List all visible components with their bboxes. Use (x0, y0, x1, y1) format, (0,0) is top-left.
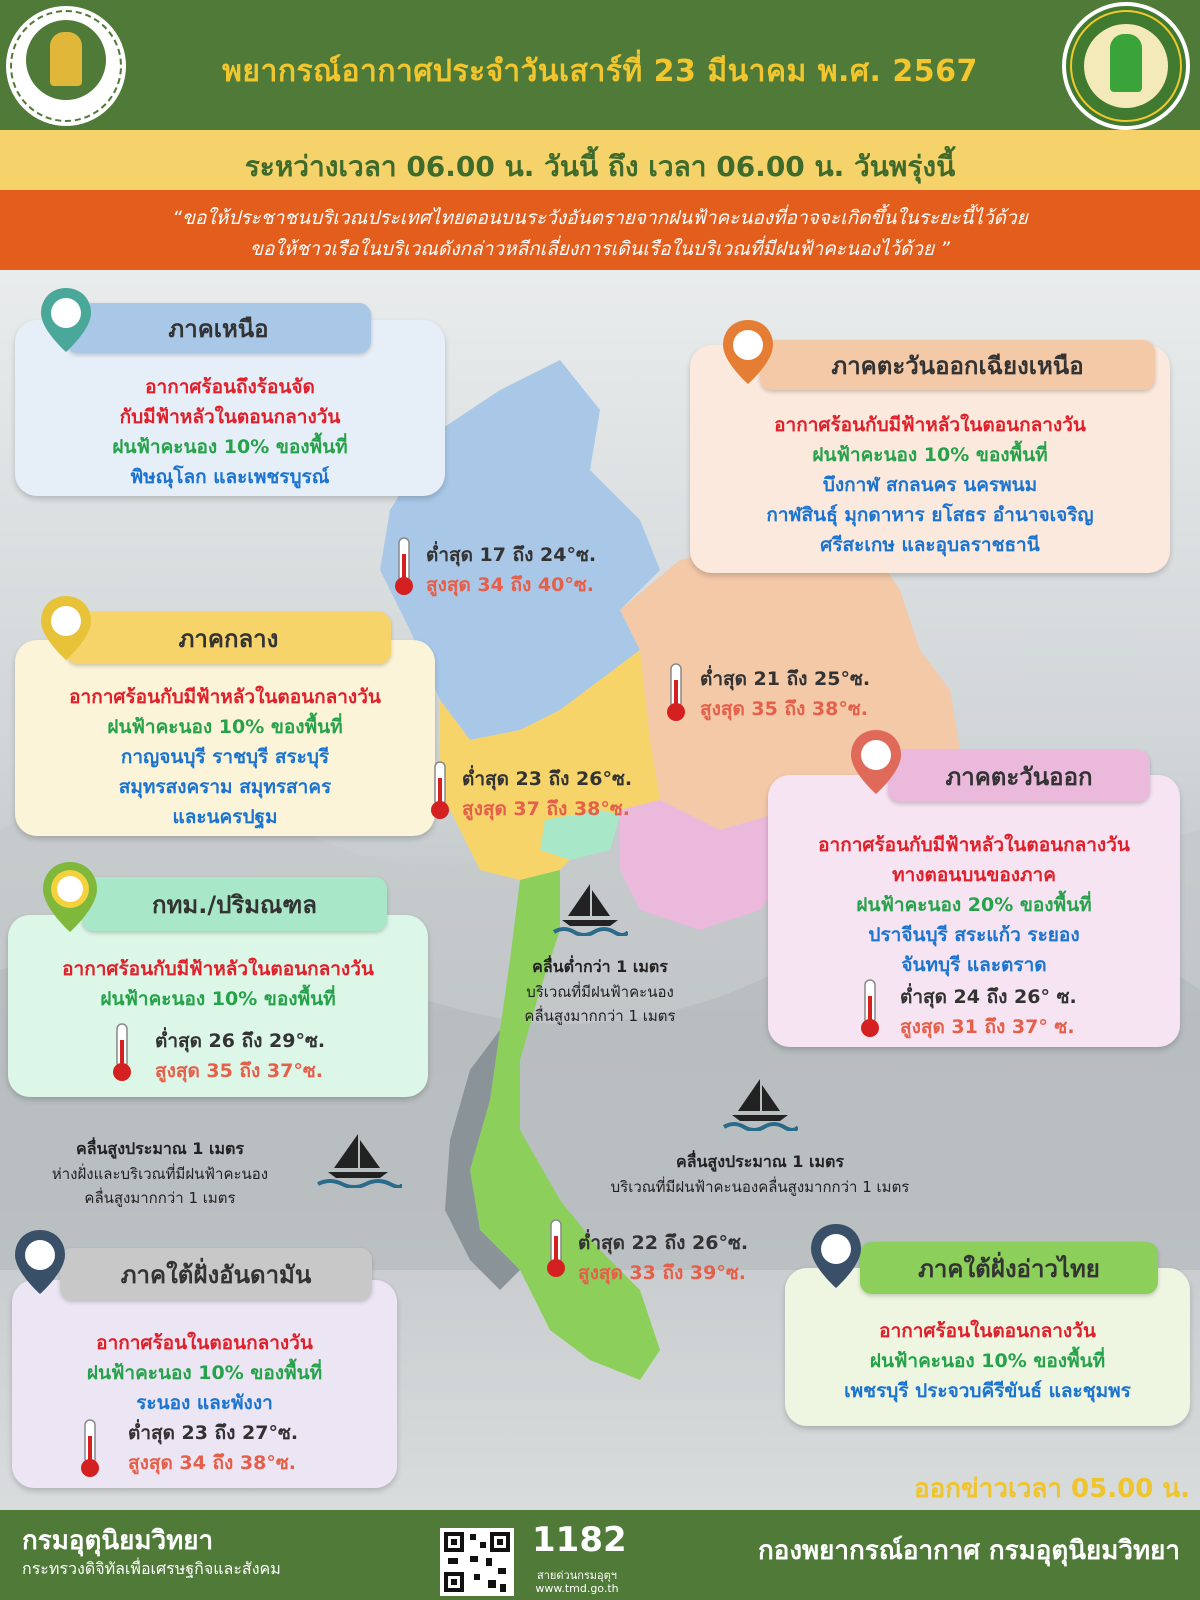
northeast-temp-max: สูงสุด 35 ถึง 38°ซ. (700, 698, 868, 720)
east-thermometer-icon (858, 978, 882, 1040)
boat-andaman-icon (316, 1130, 402, 1188)
footer-division: กองพยากรณ์อากาศ กรมอุตุนิยมวิทยา (757, 1536, 1180, 1566)
northeast-line-4: กาฬสินธุ์ มุกดาหาร ยโสธร อำนาจเจริญ (766, 504, 1094, 526)
south-andaman-title: ภาคใต้ฝั่งอันดามัน (60, 1248, 372, 1300)
north-thermometer-icon (392, 536, 416, 598)
wave-gulf-upper-line1: บริเวณที่มีฝนฟ้าคะนอง (526, 983, 674, 1001)
south-andaman-line-2: ฝนฟ้าคะนอง 10% ของพื้นที่ (86, 1362, 323, 1384)
wave-gulf-upper-title: คลื่นต่ำกว่า 1 เมตร (532, 957, 668, 976)
central-line-4: สมุทรสงคราม สมุทรสาคร (118, 776, 332, 798)
warning-line-1: “ขอให้ประชาชนบริเวณประเทศไทยตอนบนระวังอันตรายจากฝนฟ้าคะนองที่อาจจะเกิดขึ้นในระยะนี้ไว้ด้วย (172, 207, 1028, 229)
central-line-2: ฝนฟ้าคะนอง 10% ของพื้นที่ (107, 716, 343, 738)
central-title: ภาคกลาง (66, 612, 391, 664)
central-location-pin-icon (38, 594, 94, 662)
bangkok-title: กทม./ปริมณฑล (82, 877, 387, 931)
north-title: ภาคเหนือ (66, 303, 371, 353)
bangkok-temp-max: สูงสุด 35 ถึง 37°ซ. (155, 1060, 323, 1082)
south-gulf-title: ภาคใต้ฝั่งอ่าวไทย (860, 1242, 1158, 1294)
east-temp-max: สูงสุด 31 ถึง 37° ซ. (900, 1016, 1075, 1038)
footer-ministry: กระทรวงดิจิทัลเพื่อเศรษฐกิจและสังคม (22, 1559, 281, 1578)
south-thermometer-icon (544, 1218, 568, 1280)
south-gulf-line-2: ฝนฟ้าคะนอง 10% ของพื้นที่ (869, 1350, 1106, 1372)
wave-andaman-line2: คลื่นสูงมากกว่า 1 เมตร (84, 1189, 236, 1207)
north-temp-min: ต่ำสุด 17 ถึง 24°ซ. (426, 544, 597, 566)
hotline-label: สายด่วนกรมอุตุฯ (537, 1569, 617, 1582)
south-andaman-temp-max: สูงสุด 34 ถึง 38°ซ. (128, 1452, 296, 1474)
time-range-text: ระหว่างเวลา 06.00 น. วันนี้ ถึง เวลา 06.00 น. วันพรุ่งนี้ (244, 150, 956, 183)
south-gulf-line-3: เพชรบุรี ประจวบคีรีขันธ์ และชุมพร (844, 1380, 1131, 1402)
north-temp-max: สูงสุด 34 ถึง 40°ซ. (426, 574, 594, 596)
east-line-1: อากาศร้อนกับมีฟ้าหลัวในตอนกลางวัน (818, 834, 1130, 856)
northeast-line-5: ศรีสะเกษ และอุบลราชธานี (820, 534, 1040, 556)
central-line-1: อากาศร้อนกับมีฟ้าหลัวในตอนกลางวัน (69, 686, 381, 708)
hotline-number: 1182 (532, 1520, 627, 1560)
south-andaman-location-pin-icon (12, 1228, 68, 1296)
south-gulf-line-1: อากาศร้อนในตอนกลางวัน (879, 1320, 1096, 1342)
wave-info-gulf-lower (560, 1150, 960, 1199)
east-line-3: ฝนฟ้าคะนอง 20% ของพื้นที่ (856, 894, 1092, 916)
north-line-2: กับมีฟ้าหลัวในตอนกลางวัน (119, 406, 341, 428)
central-temp-max: สูงสุด 37 ถึง 38°ซ. (462, 798, 630, 820)
central-line-5: และนครปฐม (172, 806, 278, 828)
bangkok-line-1: อากาศร้อนกับมีฟ้าหลัวในตอนกลางวัน (62, 958, 374, 980)
bangkok-line-2: ฝนฟ้าคะนอง 10% ของพื้นที่ (100, 988, 336, 1010)
east-location-pin-icon (848, 728, 904, 796)
wave-gulf-lower-line1: บริเวณที่มีฝนฟ้าคะนองคลื่นสูงมากกว่า 1 เมตร (610, 1178, 910, 1196)
northeast-line-1: อากาศร้อนกับมีฟ้าหลัวในตอนกลางวัน (774, 414, 1086, 436)
northeast-line-2: ฝนฟ้าคะนอง 10% ของพื้นที่ (812, 444, 1048, 466)
northeast-temp-min: ต่ำสุด 21 ถึง 25°ซ. (700, 668, 871, 690)
north-line-4: พิษณุโลก และเพชรบูรณ์ (130, 466, 330, 488)
footer-org: กรมอุตุนิยมวิทยา (22, 1526, 214, 1556)
central-thermometer-icon (428, 760, 452, 822)
south-andaman-line-1: อากาศร้อนในตอนกลางวัน (96, 1332, 313, 1354)
east-title: ภาคตะวันออก (888, 750, 1150, 802)
south-temp-max: สูงสุด 33 ถึง 39°ซ. (578, 1262, 746, 1284)
ministry-emblem-icon (2, 2, 130, 130)
wave-andaman-title: คลื่นสูงประมาณ 1 เมตร (75, 1139, 244, 1158)
website-link[interactable]: www.tmd.go.th (535, 1582, 619, 1595)
south-temp-min: ต่ำสุด 22 ถึง 26°ซ. (578, 1232, 749, 1254)
north-line-3: ฝนฟ้าคะนอง 10% ของพื้นที่ (112, 436, 348, 458)
northeast-location-pin-icon (720, 318, 776, 386)
north-line-1: อากาศร้อนถึงร้อนจัด (145, 376, 315, 398)
south-andaman-temp-min: ต่ำสุด 23 ถึง 27°ซ. (128, 1422, 299, 1444)
south-andaman-line-3: ระนอง และพังงา (136, 1392, 273, 1414)
northeast-thermometer-icon (664, 662, 688, 724)
wave-gulf-upper-line2: คลื่นสูงมากกว่า 1 เมตร (524, 1007, 676, 1025)
east-temp-min: ต่ำสุด 24 ถึง 26° ซ. (900, 986, 1077, 1008)
bangkok-location-pin-icon (40, 860, 100, 934)
issued-time: ออกข่าวเวลา 05.00 น. (914, 1474, 1190, 1504)
boat-gulf-upper-icon (552, 880, 628, 936)
bangkok-thermometer-icon (110, 1022, 134, 1084)
warning-line-2: ขอให้ชาวเรือในบริเวณดังกล่าวหลีกเลี่ยงการเดินเรือในบริเวณที่มีฝนฟ้าคะนองไว้ด้วย ” (250, 238, 950, 260)
east-line-5: จันทบุรี และตราด (901, 954, 1047, 976)
meteorological-department-emblem-icon (1062, 2, 1190, 130)
central-temp-min: ต่ำสุด 23 ถึง 26°ซ. (462, 768, 633, 790)
page-title: พยากรณ์อากาศประจำวันเสาร์ที่ 23 มีนาคม พ.ศ. 2567 (222, 54, 978, 89)
central-line-3: กาญจนบุรี ราชบุรี สระบุรี (120, 746, 330, 768)
north-location-pin-icon (38, 286, 94, 354)
south-gulf-location-pin-icon (808, 1222, 864, 1290)
northeast-line-3: บึงกาฬ สกลนคร นครพนม (822, 474, 1038, 496)
wave-info-gulf-upper (480, 955, 720, 1028)
northeast-title: ภาคตะวันออกเฉียงเหนือ (760, 340, 1155, 390)
wave-info-andaman (15, 1137, 305, 1210)
qr-code-icon[interactable] (440, 1528, 514, 1596)
boat-gulf-lower-icon (722, 1075, 798, 1131)
wave-andaman-line1: ห่างฝั่งและบริเวณที่มีฝนฟ้าคะนอง (51, 1165, 269, 1183)
east-line-4: ปราจีนบุรี สระแก้ว ระยอง (868, 924, 1080, 946)
wave-gulf-lower-title: คลื่นสูงประมาณ 1 เมตร (675, 1152, 844, 1171)
east-line-2: ทางตอนบนของภาค (892, 864, 1056, 886)
south-andaman-thermometer-icon (78, 1418, 102, 1480)
bangkok-temp-min: ต่ำสุด 26 ถึง 29°ซ. (155, 1030, 326, 1052)
